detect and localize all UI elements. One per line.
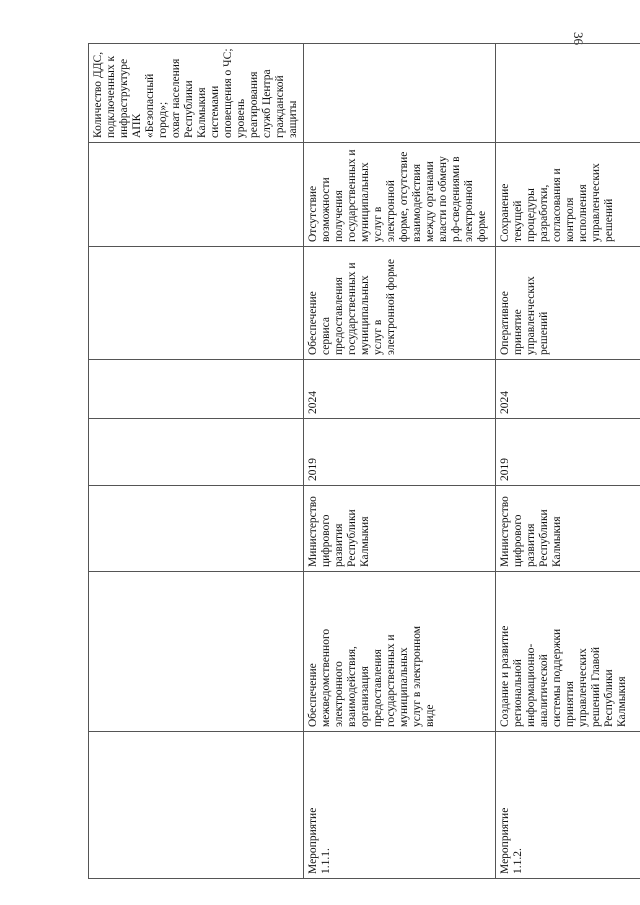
table-row [89, 44, 304, 879]
cell-consequence: Отсутствие возможности получения государственных и муниципальных услуг в электронной форме, отсутствие взаимодействия между органами власти по обмену р.ф-сведениями в электронной форме [304, 143, 496, 247]
cell-consequence: Сохранение текущей процедуры разработки, согласования и контроля исполнения управленческих решений [496, 143, 640, 247]
cell-start-year: 2019 [304, 419, 496, 486]
cell-end-year [89, 360, 304, 419]
table-row [304, 44, 496, 879]
cell-name: Обеспечение межведомственного электронного взаимодействия, организация предоставления государственных и муниципальных услуг в электронном виде [304, 572, 496, 732]
cell-result: Обеспечение сервиса предоставления государственных и муниципальных услуг в электронной форме [304, 247, 496, 360]
cell-id: Мероприятие 1.1.2. [496, 732, 640, 879]
cell-executor: Министерство цифрового развития Республики Калмыкия [304, 486, 496, 572]
cell-indicator [304, 44, 496, 143]
cell-start-year: 2019 [496, 419, 640, 486]
cell-start-year [89, 419, 304, 486]
cell-result: Оперативное принятие управленческих решений [496, 247, 640, 360]
cell-result [89, 247, 304, 360]
cell-executor: Министерство цифрового развития Республики Калмыкия [496, 486, 640, 572]
cell-indicator [496, 44, 640, 143]
cell-id [89, 732, 304, 879]
cell-name [89, 572, 304, 732]
cell-id: Мероприятие 1.1.1. [304, 732, 496, 879]
table-row [496, 44, 640, 879]
measures-table [88, 43, 640, 879]
cell-consequence [89, 143, 304, 247]
cell-indicator: Количество ДДС, подключенных к инфраструктуре АПК «Безопасный город»; охват населения Республики Калмыкия системами оповещения о ЧС; уровень реагирования служб Центра гражданской защиты [89, 44, 304, 143]
cell-end-year: 2024 [304, 360, 496, 419]
cell-end-year: 2024 [496, 360, 640, 419]
rotated-table-wrapper [88, 44, 628, 879]
cell-name: Создание и развитие региональной информационно- аналитической системы поддержки принятия управленческих решений Главой Республики Калмыкия [496, 572, 640, 732]
page-number: 36 [571, 32, 586, 45]
cell-executor [89, 486, 304, 572]
